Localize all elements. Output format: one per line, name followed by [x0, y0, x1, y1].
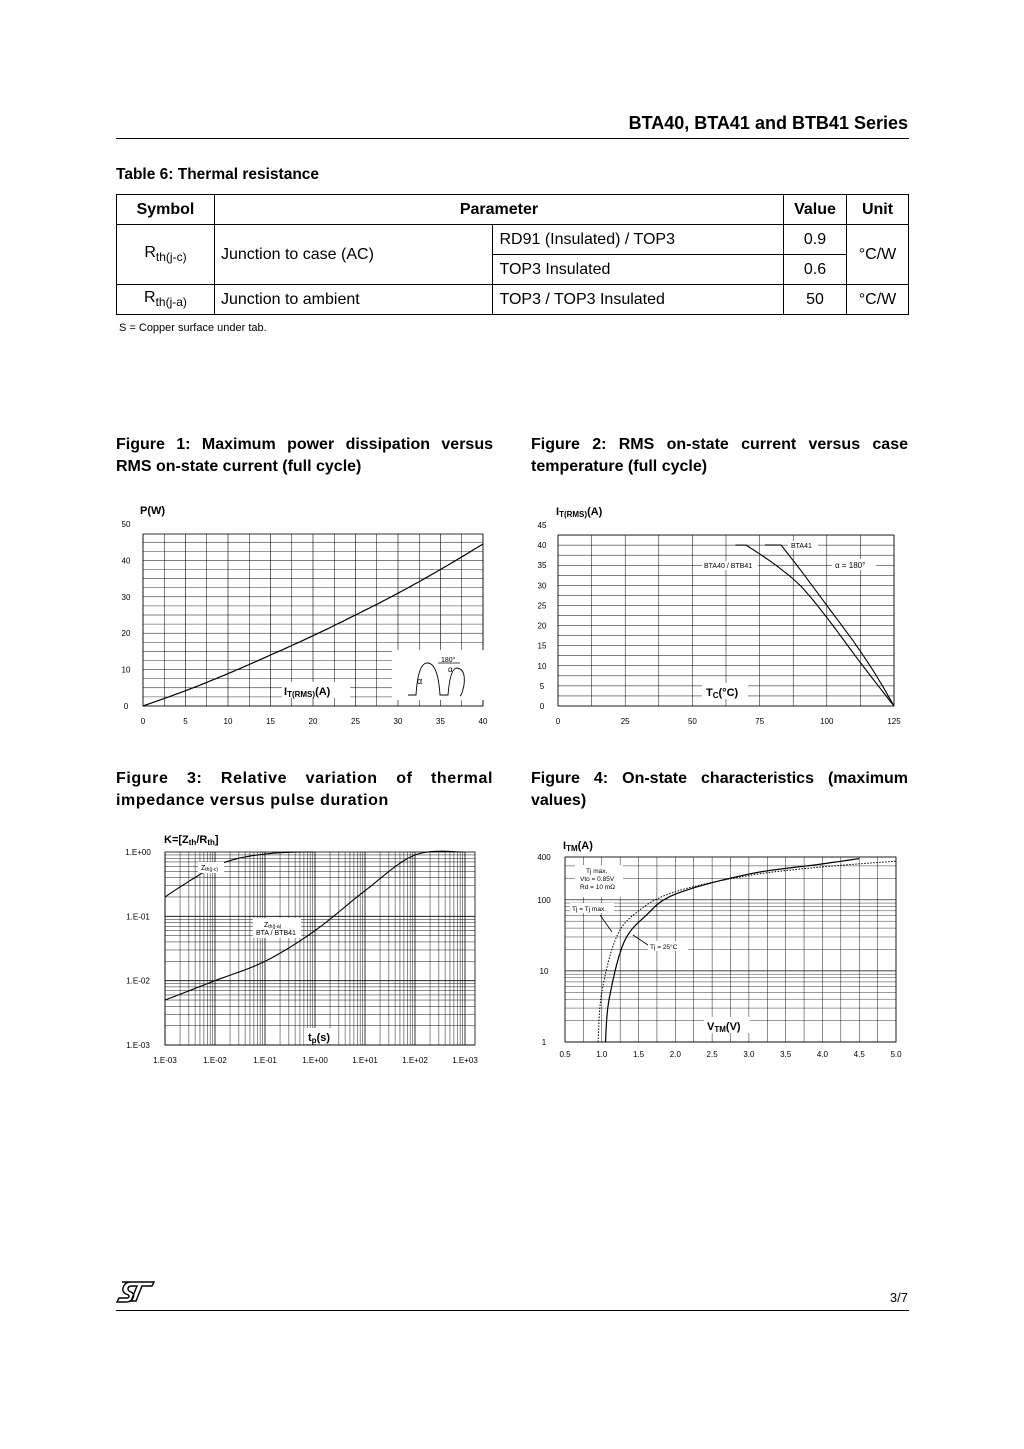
y-tick-label: 20: [537, 621, 547, 631]
package-cell: RD91 (Insulated) / TOP3: [493, 225, 784, 255]
caption-line: temperature (full cycle): [531, 458, 708, 475]
plot-frame: [165, 852, 475, 1045]
series-label: Tj = 25°C: [650, 944, 678, 951]
header-rule: [116, 138, 909, 139]
y-tick-label: 10: [539, 966, 549, 976]
table-title: Table 6: Thermal resistance: [116, 166, 320, 183]
x-tick-label: 75: [755, 717, 765, 726]
footer-rule: [116, 1310, 909, 1311]
symbol-cell: [117, 225, 215, 285]
x-tick-label: 1.E+01: [352, 1056, 378, 1065]
table-row: [117, 225, 909, 255]
chart-power-dissipation: [110, 500, 500, 730]
x-tick-label: 1.E+00: [302, 1056, 328, 1065]
y-axis-label: P(W): [140, 505, 166, 517]
package-cell: TOP3 / TOP3 Insulated: [493, 285, 784, 315]
x-tick-label: 40: [478, 717, 488, 726]
annotation: Vto = 0.85V: [580, 876, 615, 883]
y-tick-label: 10: [537, 661, 547, 671]
caption-line: Figure 2: RMS on-state current versus case: [531, 436, 908, 453]
y-tick-label: 1.E+00: [125, 848, 151, 857]
y-tick-label: 30: [537, 581, 547, 591]
x-tick-label: 5.0: [890, 1050, 902, 1059]
x-tick-label: 25: [351, 717, 360, 726]
series-label: BTA41: [791, 543, 812, 550]
y-tick-label: 40: [121, 556, 131, 566]
series-line-zth-jc: [165, 852, 315, 897]
figure-3-caption: [116, 768, 493, 812]
annotation: Tj max.: [586, 868, 608, 875]
y-tick-label: 100: [537, 895, 551, 905]
y-axis-label: ITM(A): [563, 840, 593, 853]
y-tick-label: 400: [537, 853, 551, 862]
unit-cell: °C/W: [847, 225, 909, 285]
x-tick-label: 3.5: [780, 1050, 792, 1059]
caption-line: Figure 1: Maximum power dissipation versus: [116, 436, 493, 453]
waveform-inset: [392, 650, 484, 700]
parameter-cell: Junction to ambient: [214, 285, 493, 315]
y-tick-label: 35: [537, 561, 547, 571]
caption-line: values): [531, 792, 587, 809]
value-cell: 0.9: [784, 225, 847, 255]
chart-on-state-characteristics: [530, 835, 910, 1070]
chart-rms-current-vs-temperature: [530, 500, 910, 730]
document-header-title: BTA40, BTA41 and BTB41 Series: [628, 113, 908, 133]
x-axis-label: IT(RMS)(A): [284, 686, 331, 699]
annotation: Rd = 10 mΩ: [580, 884, 616, 891]
x-tick-label: 50: [687, 717, 697, 726]
x-tick-label: 1.E-01: [253, 1056, 277, 1065]
caption-line: Figure 4: On-state characteristics (maximum: [531, 770, 908, 787]
x-tick-label: 2.5: [706, 1050, 718, 1059]
y-tick-label: 5: [539, 681, 545, 691]
table-header-row: [117, 195, 909, 225]
y-tick-label: 1.E-01: [126, 912, 150, 922]
x-tick-label: 2.0: [669, 1050, 681, 1059]
x-tick-label: 15: [266, 717, 275, 726]
x-tick-label: 1.0: [596, 1050, 608, 1059]
header-parameter: Parameter: [214, 195, 783, 225]
table-row: [117, 285, 909, 315]
symbol-main: R: [144, 289, 156, 307]
y-tick-label: 20: [121, 629, 131, 639]
y-tick-label: 45: [537, 521, 547, 530]
x-tick-label: 100: [820, 717, 834, 726]
x-tick-label: 1.E+03: [452, 1056, 478, 1065]
x-tick-label: 0: [140, 717, 146, 726]
series-label: Zth(j-c): [201, 865, 219, 873]
x-tick-label: 0: [555, 717, 561, 726]
series-label: Tj = Tj max.: [572, 906, 607, 913]
caption-line: Figure 3: Relative variation of thermal: [116, 770, 493, 787]
inset-label: 180°: [441, 657, 456, 664]
y-tick-label: 0: [123, 702, 129, 711]
y-tick-label: 30: [121, 592, 131, 602]
x-tick-label: 25: [620, 717, 630, 726]
x-tick-label: 4.5: [853, 1050, 865, 1059]
x-tick-label: 1.E-02: [203, 1056, 227, 1065]
y-tick-label: 1.E-03: [126, 1041, 150, 1050]
x-tick-label: 1.5: [632, 1050, 645, 1059]
parameter-cell: Junction to case (AC): [214, 225, 493, 285]
value-cell: 0.6: [784, 255, 847, 285]
x-tick-label: 0.5: [559, 1050, 571, 1059]
series-label: BTA / BTB41: [256, 930, 296, 937]
alpha-annotation: α = 180°: [835, 561, 866, 570]
x-axis-label: TC(°C): [706, 687, 739, 700]
x-tick-label: 20: [308, 717, 318, 726]
unit-cell: °C/W: [847, 285, 909, 315]
x-tick-label: 125: [887, 717, 901, 726]
x-tick-label: 3.0: [743, 1050, 755, 1059]
value-cell: 50: [784, 285, 847, 315]
package-cell: TOP3 Insulated: [493, 255, 784, 285]
symbol-cell: [117, 285, 215, 315]
y-tick-label: 1: [541, 1038, 547, 1047]
y-tick-label: 0: [539, 702, 545, 711]
x-tick-label: 4.0: [816, 1050, 829, 1059]
figure-1-caption: [116, 434, 493, 478]
series-label: BTA40 / BTB41: [704, 563, 753, 570]
header-value: Value: [784, 195, 847, 225]
y-tick-label: 10: [121, 665, 131, 675]
thermal-resistance-table: [116, 194, 909, 315]
series-line-tj-max: [598, 861, 896, 1042]
symbol-sub: th(j-a): [155, 295, 187, 310]
st-logo: [116, 1281, 156, 1303]
y-axis-label: IT(RMS)(A): [556, 506, 603, 519]
chart-thermal-impedance: [110, 828, 500, 1073]
page-number: 3/7: [889, 1290, 908, 1305]
inset-label: α: [417, 676, 423, 686]
symbol-sub: th(j-c): [155, 250, 187, 265]
x-axis-label: VTM(V): [707, 1021, 741, 1034]
caption-line: impedance versus pulse duration: [116, 792, 389, 809]
x-tick-label: 35: [436, 717, 445, 726]
x-axis-label: tp(s): [308, 1032, 331, 1045]
x-tick-label: 1.E-03: [153, 1056, 177, 1065]
caption-line: RMS on-state current (full cycle): [116, 458, 362, 475]
series-label: Zth(j-a): [264, 922, 282, 930]
y-tick-label: 15: [537, 641, 547, 651]
figure-2-caption: [531, 434, 908, 478]
header-unit: Unit: [847, 195, 909, 225]
table-note: S = Copper surface under tab.: [119, 322, 267, 334]
y-tick-label: 1.E-02: [126, 976, 150, 986]
y-tick-label: 25: [537, 601, 547, 611]
series-line-tj-25: [606, 859, 860, 1042]
y-tick-label: 50: [121, 520, 131, 529]
x-tick-label: 10: [223, 717, 233, 726]
y-tick-label: 40: [537, 541, 547, 551]
symbol-main: R: [144, 244, 156, 262]
x-tick-label: 5: [183, 717, 188, 726]
x-tick-label: 1.E+02: [402, 1056, 428, 1065]
figure-4-caption: [531, 768, 908, 812]
header-symbol: Symbol: [117, 195, 215, 225]
inset-label: α: [448, 665, 453, 674]
x-tick-label: 30: [393, 717, 403, 726]
y-axis-label: K=[Zth/Rth]: [164, 834, 219, 847]
